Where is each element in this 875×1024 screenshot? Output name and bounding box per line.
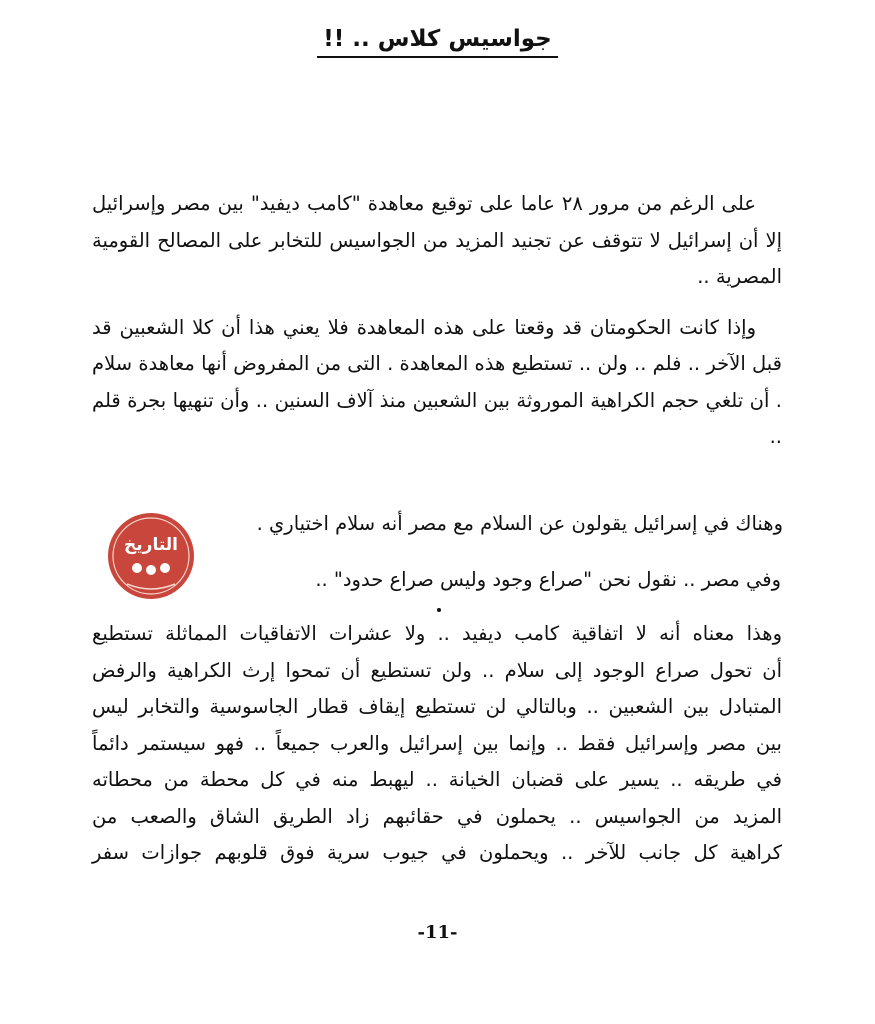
stamp-circle <box>108 513 194 599</box>
quote-line-egypt: وفي مصر .. نقول نحن "صراع وجود وليس صراع حدود" .. <box>315 568 781 591</box>
paragraph-3-line: المزيد من الجواسيس .. يحملون في حقائبهم زاد الطريق الشاق والصعب من <box>92 804 782 828</box>
page-title-text: جواسيس كلاس .. !! <box>317 26 557 58</box>
paragraph-3-line: بين مصر وإسرائيل فقط .. وإنما بين إسرائيل والعرب جميعاً .. فهو سيستمر دائماً <box>92 731 782 755</box>
page-title <box>0 26 875 58</box>
paragraph-3-line: المتبادل بين الشعبين .. وبالتالي لن تستطيع إيقاف قطار الجاسوسية والتخابر ليس <box>92 695 782 718</box>
stamp-logo-icon <box>107 512 195 600</box>
paragraph-3-line: وهذا معناه أنه لا اتفاقية كامب ديفيد .. ولا عشرات الاتفاقيات المماثلة تستطيع <box>92 622 782 645</box>
quote-line-israel: وهناك في إسرائيل يقولون عن السلام مع مصر أنه سلام اختياري . <box>256 512 783 535</box>
paragraph-2: وإذا كانت الحكومتان قد وقعتا على هذه المعاهدة فلا يعني هذا أن كلا الشعبين قد قبل الآخر .. فلم .. ولن .. تستطيع هذه المعاهدة . التى من المفروض أنها معاهدة سلام . أن تلغي حجم الكراهية الموروثة بين الشعبين منذ آلاف السنين .. وأن تنهيها بجرة قلم .. <box>92 315 782 448</box>
paragraph-3 <box>92 616 782 872</box>
paragraph-1: على الرغم من مرور ٢٨ عاما على توقيع معاهدة "كامب ديفيد" بين مصر وإسرائيل إلا أن إسرائيل لا تتوقف عن تجنيد المزيد من الجواسيس للتخابر على المصالح القومية المصرية .. <box>92 192 782 288</box>
paragraph-3-line: في طريقه .. يسير على قضبان الخيانة .. ليهبط منه في كل محطة من محطاته <box>92 768 782 791</box>
paragraph-3-line: أن تحول صراع الوجود إلى سلام .. ولن تستطيع أن تمحوا إرث الكراهية والرفض <box>92 658 782 682</box>
decorative-dot <box>437 608 441 612</box>
stamp-text: التاريخ <box>124 535 178 555</box>
body-text <box>92 186 782 470</box>
page-number: -11- <box>417 922 458 943</box>
paragraph-3-line: كراهية كل جانب للآخر .. ويحملون في جيوب سرية فوق قلوبهم جوازات سفر <box>92 841 782 864</box>
